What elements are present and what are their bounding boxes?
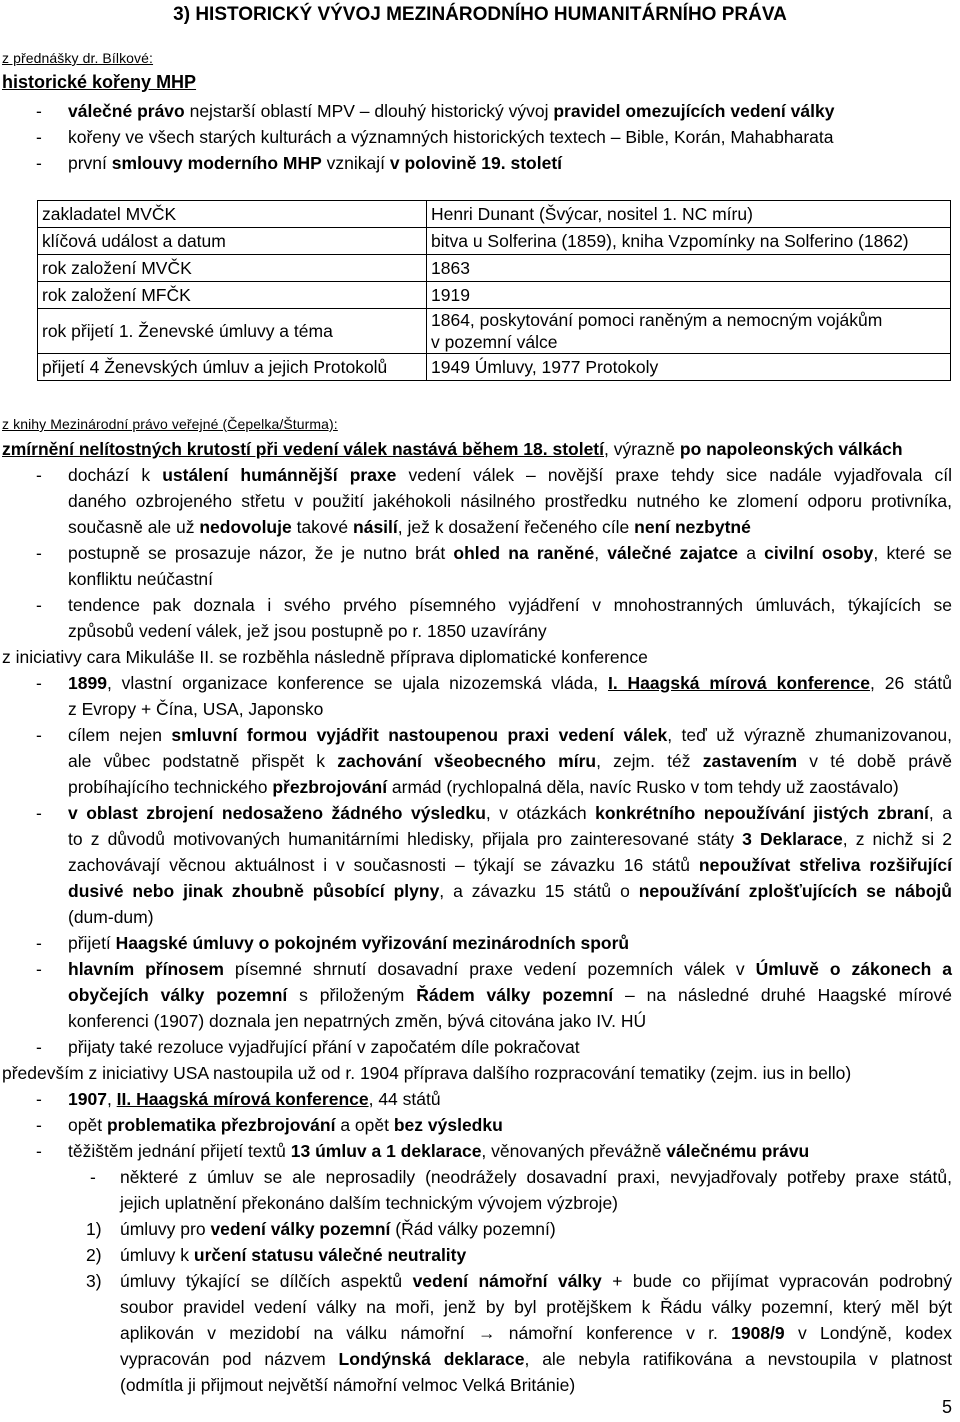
list-item-cont: to z důvodů motivovaných humanitárními hledisky, přijala pro zainteresované státy 3 Deklarace, z nichž si 2 — [68, 829, 952, 849]
table-key: rok založení MFČK — [38, 282, 427, 309]
paragraph: z iniciativy cara Mikuláše II. se rozběhla následně příprava diplomatické konference — [2, 647, 648, 667]
list-dash: - — [36, 725, 42, 745]
source-lecture: z přednášky dr. Bílkové: — [2, 50, 154, 66]
table-value: bitva u Solferina (1859), kniha Vzpomínky na Solferino (1862) — [427, 228, 951, 255]
list-number: 1) — [86, 1219, 102, 1239]
list-dash: - — [36, 543, 42, 563]
list-dash: - — [36, 465, 42, 485]
list-item-cont: daného ozbrojeného střetu v použití jakéhokoli násilného prostředku nutného ke zlomení odporu protivníka, — [68, 491, 952, 511]
list-dash: - — [36, 1115, 42, 1135]
list-dash: - — [36, 673, 42, 693]
table-row — [38, 201, 951, 228]
table-row — [38, 228, 951, 255]
table-key: zakladatel MVČK — [38, 201, 427, 228]
list-item: kořeny ve všech starých kulturách a významných historických textech – Bible, Korán, Mahabharata — [68, 127, 834, 147]
list-item: válečné právo nejstarší oblastí MPV – dlouhý historický vývoj pravidel omezujících vedení války — [68, 101, 835, 121]
section-heading: historické kořeny MHP — [2, 72, 197, 92]
list-item: cílem nejen smluvní formou vyjádřit nastoupenou praxi vedení válek, teď už výrazně zhumanizovanou, — [68, 725, 952, 745]
list-item-cont: obyčejích války pozemní s přiloženým Řádem války pozemní – na následné druhé Haagské mírové — [68, 985, 953, 1005]
table-value: 1863 — [427, 255, 951, 282]
list-dash: - — [36, 1037, 42, 1057]
numbered-item-cont: aplikován v mezidobí na válku námořní → námořní konference v r. 1908/9 v Londýně, kodex — [120, 1323, 952, 1343]
list-item: těžištěm jednání přijetí textů 13 úmluv a 1 deklarace, věnovaných převážně válečnému právu — [68, 1141, 810, 1161]
table-row — [38, 354, 951, 381]
list-item: 1907, II. Haagská mírová konference, 44 států — [68, 1089, 441, 1109]
list-item-cont: dusivé nebo jinak zhoubně působící plyny, a závazku 15 států o nepoužívání zplošťujících se nábojů — [68, 881, 952, 901]
numbered-item: úmluvy týkající se dílčích aspektů vedení námořní války + bude co přijímat vypracován podrobný — [120, 1271, 953, 1291]
list-item: hlavním přínosem písemné shrnutí dosavadní praxe vedení pozemních válek v Úmluvě o zákonech a — [68, 959, 952, 979]
list-item: 1899, vlastní organizace konference se ujala nizozemská vláda, I. Haagská mírová konference, 26 států — [68, 673, 952, 693]
list-item-cont: současně ale už nedovoluje takové násilí, jež k dosažení řečeného cíle není nezbytné — [68, 517, 751, 537]
table-value: Henri Dunant (Švýcar, nositel 1. NC míru) — [427, 201, 951, 228]
list-item-cont: konferenci (1907) doznala jen nepatrných změn, bývá citována jako IV. HÚ — [68, 1011, 647, 1031]
list-item-cont: konfliktu neúčastní — [68, 569, 213, 589]
page-title: 3) HISTORICKÝ VÝVOJ MEZINÁRODNÍHO HUMANITÁRNÍHO PRÁVA — [173, 4, 787, 25]
list-number: 3) — [86, 1271, 102, 1291]
source-book: z knihy Mezinárodní právo veřejné (Čepelka/Šturma): — [2, 416, 338, 432]
list-dash: - — [36, 803, 42, 823]
list-dash: - — [36, 1089, 42, 1109]
list-item-cont: zachovávají věcnou aktuálnost i v současnosti – týkají se závazku 16 států nepoužívat střeliva rozšiřující — [68, 855, 953, 875]
sub-list-item: některé z úmluv se ale neprosadily (neodrážely dosavadní praxi, nevyjadřovaly potřeby praxe států, — [120, 1167, 952, 1187]
list-item: dochází k ustálení humánnější praxe vedení válek – novější praxe tehdy sice nadále vyjadřovala cíl — [68, 465, 952, 485]
table-value: 1919 — [427, 282, 951, 309]
table-value: 1864, poskytování pomoci raněným a nemocným vojákům v pozemní válce — [427, 309, 951, 354]
list-item-cont: probíhajícího technického přezbrojování armád (rychlopalná děla, navíc Rusko v tom tehdy už zaostávalo) — [68, 777, 899, 797]
table-row — [38, 255, 951, 282]
list-number: 2) — [86, 1245, 102, 1265]
list-dash: - — [36, 127, 42, 147]
facts-table — [37, 200, 951, 381]
page-number: 5 — [941, 1397, 952, 1417]
table-key: rok založení MVČK — [38, 255, 427, 282]
numbered-item-cont: (odmítla ji přijmout největší námořní velmoc Velká Británie) — [120, 1375, 576, 1395]
list-item: opět problematika přezbrojování a opět bez výsledku — [68, 1115, 503, 1135]
list-dash: - — [36, 1141, 42, 1161]
list-item: tendence pak doznala i svého prvého písemného vyjádření v mnohostranných úmluvách, týkajících se — [68, 595, 952, 615]
table-value: 1949 Úmluvy, 1977 Protokoly — [427, 354, 951, 381]
list-dash: - — [36, 101, 42, 121]
list-dash: - — [36, 959, 42, 979]
list-dash: - — [36, 595, 42, 615]
list-item: postupně se prosazuje názor, že je nutno brát ohled na raněné, válečné zajatce a civilní osoby, které se — [68, 543, 953, 563]
list-item-cont: (dum-dum) — [68, 907, 154, 927]
numbered-item: úmluvy pro vedení války pozemní (Řád války pozemní) — [120, 1219, 556, 1239]
table-key: přijetí 4 Ženevských úmluv a jejich Protokolů — [38, 354, 427, 381]
list-item-cont: z Evropy + Čína, USA, Japonsko — [68, 699, 324, 719]
table-key: rok přijetí 1. Ženevské úmluvy a téma — [38, 309, 427, 354]
paragraph: zmírnění nelítostných krutostí při vedení válek nastává během 18. století, výrazně po napoleonských válkách — [2, 439, 903, 459]
list-dash: - — [90, 1167, 96, 1187]
paragraph: především z iniciativy USA nastoupila už od r. 1904 příprava dalšího rozpracování tematiky (zejm. ius in bello) — [2, 1063, 852, 1083]
table-key: klíčová událost a datum — [38, 228, 427, 255]
list-dash: - — [36, 933, 42, 953]
list-item: přijaty také rezoluce vyjadřující přání v započatém díle pokračovat — [68, 1037, 580, 1057]
numbered-item-cont: vypracován pod názvem Londýnská deklarace, ale nebyla ratifikována a nevstoupila v platnost — [120, 1349, 952, 1369]
list-item-cont: způsobů vedení válek, jež jsou postupně po r. 1850 uzavírány — [68, 621, 547, 641]
numbered-item: úmluvy k určení statusu válečné neutrality — [120, 1245, 467, 1265]
list-item: přijetí Haagské úmluvy o pokojném vyřizování mezinárodních sporů — [68, 933, 630, 953]
list-dash: - — [36, 153, 42, 173]
table-row — [38, 309, 951, 354]
sub-list-item-cont: jejich uplatnění překonáno dalším technickým vývojem výzbroje) — [120, 1193, 619, 1213]
list-item-cont: ale vůbec podstatně přispět k zachování všeobecného míru, zejm. též zastavením v té době právě — [68, 751, 952, 771]
table-row — [38, 282, 951, 309]
list-item: první smlouvy moderního MHP vznikají v polovině 19. století — [68, 153, 563, 173]
list-item: v oblast zbrojení nedosaženo žádného výsledku, v otázkách konkrétního nepoužívání jistých zbraní, a — [68, 803, 952, 823]
numbered-item-cont: soubor pravidel vedení války na moři, jenž by byl protějškem k Řádu války pozemní, který měl být — [120, 1297, 952, 1317]
